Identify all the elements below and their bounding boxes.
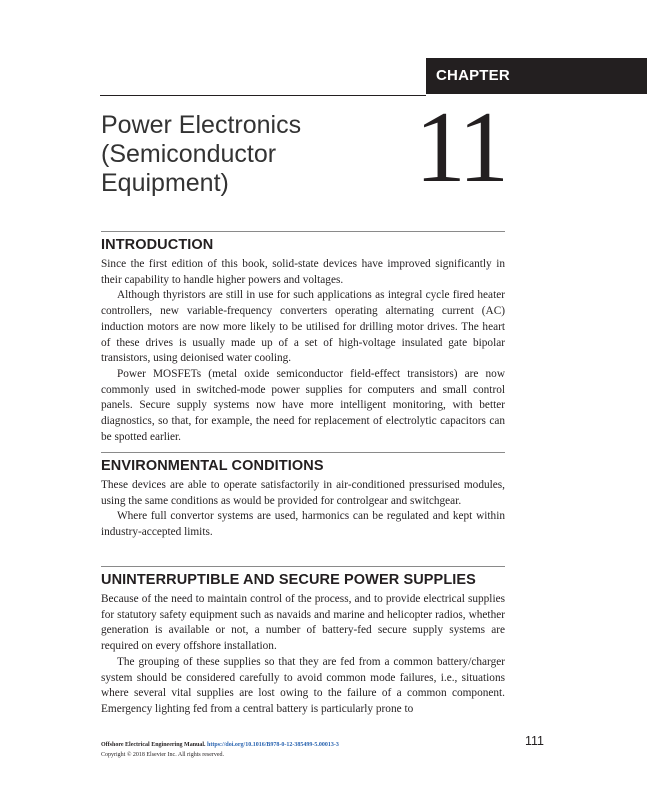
- paragraph: Where full convertor systems are used, harmonics can be regulated and kept within industry-accepted limits.: [101, 510, 505, 539]
- book-title: Offshore Electrical Engineering Manual.: [101, 742, 206, 748]
- section-heading: ENVIRONMENTAL CONDITIONS: [101, 458, 324, 474]
- chapter-title: Power Electronics (Semiconductor Equipment): [101, 111, 302, 197]
- section-divider: [101, 566, 505, 567]
- chapter-label: CHAPTER: [426, 58, 647, 94]
- copyright-notice: Copyright © 2018 Elsevier Inc. All rights reserved.: [101, 752, 225, 758]
- section-environmental-conditions: [101, 452, 505, 541]
- section-uninterruptible-supplies: [101, 566, 505, 718]
- chapter-number: 11: [414, 91, 506, 204]
- footer-citation: [101, 740, 339, 760]
- section-divider: [101, 231, 505, 232]
- paragraph: The grouping of these supplies so that they are fed from a common battery/charger system should be considered carefully to avoid common mode failures, i.e., situations where several vital supplies are lost owing to the failure of a common component. Emergency lighting fed from a central battery is particularly prone to: [101, 655, 505, 715]
- chapter-divider: [100, 95, 426, 96]
- paragraph: Since the first edition of this book, solid-state devices have improved significantly in their capability to handle higher powers and voltages.: [101, 258, 505, 286]
- doi-link[interactable]: https://doi.org/10.1016/B978-0-12-385499-5.00013-3: [207, 742, 339, 748]
- paragraph: Although thyristors are still in use for such applications as integral cycle fired heater controllers, new variable-frequency converters operating alternating current (AC) induction motors are now more likely to be utilised for drilling motor drives. The heart of these drives is usually made up of a set of high-voltage insulated gate bipolar transistors, using deionised water cooling.: [101, 289, 505, 365]
- section-heading: INTRODUCTION: [101, 237, 214, 253]
- paragraph: Power MOSFETs (metal oxide semiconductor field-effect transistors) are now commonly used in switched-mode power supplies for computers and small control panels. Secure supply systems now have more intelligent monitoring, with better diagnostics, so that, for example, the need for replacement of electrolytic capacitors can be spotted earlier.: [101, 367, 505, 443]
- paragraph: These devices are able to operate satisfactorily in air-conditioned pressurised modules, using the same conditions as would be provided for controlgear and switchgear.: [101, 479, 505, 507]
- paragraph: Because of the need to maintain control of the process, and to provide electrical supplies for statutory safety equipment such as navaids and marine and helicopter radios, whether generation is available or not, a number of battery-fed secure supply systems are required on every offshore installation.: [101, 593, 505, 653]
- section-introduction: [101, 231, 505, 445]
- section-heading: UNINTERRUPTIBLE AND SECURE POWER SUPPLIES: [101, 572, 476, 588]
- section-divider: [101, 452, 505, 453]
- page-number: 111: [525, 734, 545, 748]
